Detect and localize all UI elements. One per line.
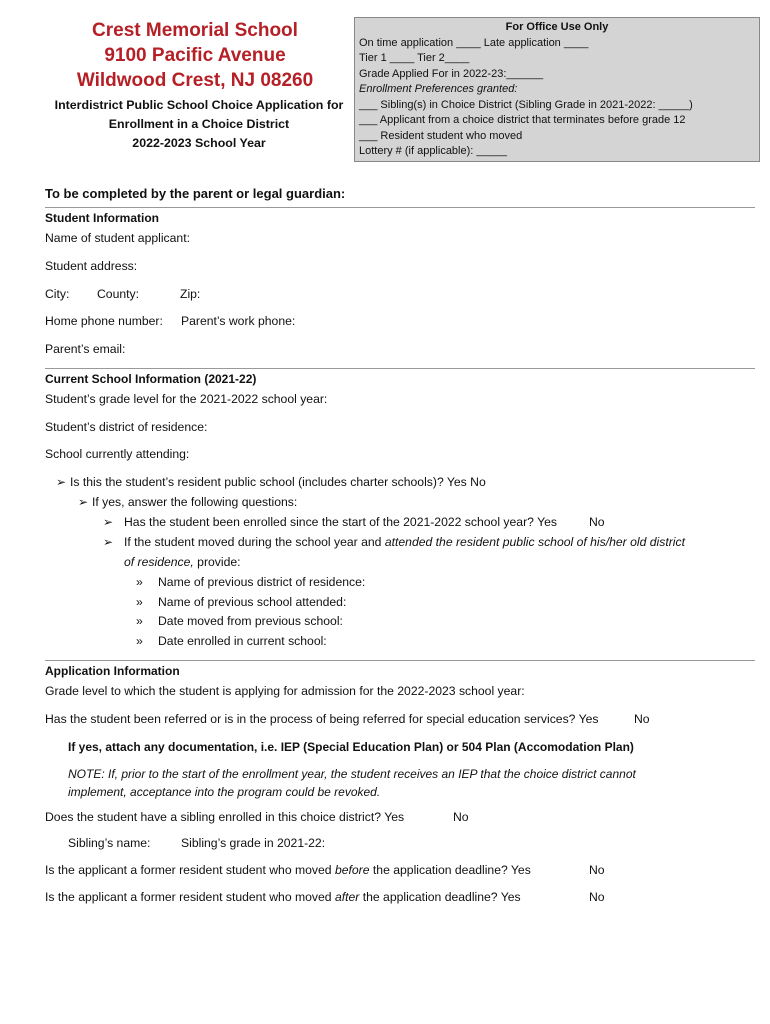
title-line-3: 2022-2023 School Year [132, 136, 266, 150]
office-line-2: Tier 1 ____ Tier 2____ [359, 52, 470, 64]
attach-documentation: If yes, attach any documentation, i.e. IEP (Special Education Plan) or 504 Plan (Accomodation Plan) [68, 740, 634, 754]
prev-school-label: Name of previous school attended: [158, 595, 347, 609]
moved-text-c: of residence, [124, 555, 194, 569]
prev-school-field[interactable] [136, 595, 346, 609]
office-line-7: ___ Resident student who moved [359, 129, 523, 142]
arrow-icon: » [136, 634, 143, 648]
arrow-bullet-icon: ➢ [78, 495, 89, 509]
parent-email-field[interactable]: Parent’s email: [45, 342, 126, 356]
county-field[interactable]: County: [97, 287, 140, 301]
date-moved-field[interactable] [136, 614, 343, 628]
former-before-question [45, 863, 531, 877]
intro-text: To be completed by the parent or legal guardian: [45, 186, 346, 201]
arrow-icon: » [136, 614, 143, 628]
date-enrolled-label: Date enrolled in current school: [158, 634, 327, 648]
enrolled-since-no: No [589, 515, 605, 529]
arrow-icon: » [136, 595, 143, 609]
city-field[interactable]: City: [45, 287, 70, 301]
date-enrolled-field[interactable] [136, 634, 327, 648]
date-moved-label: Date moved from previous school: [158, 614, 343, 628]
student-address-field[interactable]: Student address: [45, 259, 138, 273]
divider [45, 368, 755, 369]
school-attending-field[interactable]: School currently attending: [45, 447, 190, 461]
zip-field[interactable]: Zip: [180, 287, 201, 301]
if-yes-text: If yes, answer the following questions: [92, 495, 298, 509]
school-city: Wildwood Crest, NJ 08260 [76, 70, 314, 91]
resident-school-question [56, 475, 486, 489]
prev-district-field[interactable] [136, 575, 365, 589]
moved-text-d: provide: [193, 555, 241, 569]
application-title [40, 96, 358, 153]
grade-applying-field[interactable]: Grade level to which the student is applying for admission for the 2022-2023 school year: [45, 684, 525, 698]
current-school-heading: Current School Information (2021-22) [45, 372, 257, 386]
office-line-3: Grade Applied For in 2022-23:______ [359, 67, 544, 80]
work-phone-field[interactable]: Parent’s work phone: [181, 314, 296, 328]
office-heading: For Office Use Only [505, 21, 609, 33]
office-use-box [354, 17, 760, 162]
former-after-a: Is the applicant a former resident student who moved [45, 890, 335, 904]
if-yes-line [78, 495, 297, 509]
title-line-1: Interdistrict Public School Choice Application for [54, 98, 344, 112]
sibling-name-field[interactable]: Sibling’s name: [68, 836, 151, 850]
office-line-1: On time application ____ Late application ____ [359, 36, 589, 49]
moved-text-a: If the student moved during the school year and [124, 535, 385, 549]
former-before-a: Is the applicant a former resident student who moved [45, 863, 335, 877]
prev-district-label: Name of previous district of residence: [158, 575, 366, 589]
arrow-icon: » [136, 575, 143, 589]
former-before-b: before [334, 863, 370, 877]
special-ed-no: No [634, 712, 650, 726]
note-line-2: implement, acceptance into the program could be revoked. [68, 785, 381, 799]
resident-school-text: Is this the student’s resident public school (includes charter schools)? Yes No [70, 475, 486, 489]
former-before-c: the application deadline? Yes [369, 863, 531, 877]
arrow-bullet-icon: ➢ [103, 535, 114, 549]
title-line-2: Enrollment in a Choice District [108, 117, 290, 131]
office-line-8: Lottery # (if applicable): _____ [359, 145, 507, 157]
student-name-field[interactable]: Name of student applicant: [45, 231, 190, 245]
former-after-no: No [589, 890, 605, 904]
arrow-bullet-icon: ➢ [103, 515, 114, 529]
enrolled-since-question [103, 515, 557, 529]
application-info-heading: Application Information [45, 664, 180, 678]
office-line-6: ___ Applicant from a choice district that terminates before grade 12 [359, 114, 686, 126]
current-grade-field[interactable]: Student’s grade level for the 2021-2022 school year: [45, 392, 328, 406]
district-residence-field[interactable]: Student’s district of residence: [45, 420, 208, 434]
office-line-5: ___ Sibling(s) in Choice District (Sibling Grade in 2021-2022: _____) [359, 98, 693, 111]
office-line-4: Enrollment Preferences granted: [359, 83, 518, 95]
former-after-b: after [334, 890, 360, 904]
school-name: Crest Memorial School [92, 20, 298, 41]
school-address: 9100 Pacific Avenue [104, 45, 286, 66]
divider [45, 660, 755, 661]
moved-text-b: attended the resident public school of his/her old district [384, 535, 685, 549]
student-info-heading: Student Information [45, 211, 159, 225]
arrow-bullet-icon: ➢ [56, 475, 67, 489]
moved-question [103, 535, 685, 549]
sibling-question: Does the student have a sibling enrolled in this choice district? Yes [45, 810, 405, 824]
former-after-question [45, 890, 521, 904]
special-ed-question: Has the student been referred or is in the process of being referred for special education services? Yes [45, 712, 599, 726]
divider [45, 207, 755, 208]
sibling-grade-field[interactable]: Sibling’s grade in 2021-22: [181, 836, 326, 850]
home-phone-field[interactable]: Home phone number: [45, 314, 163, 328]
former-after-c: the application deadline? Yes [359, 890, 521, 904]
note-line-1: NOTE: If, prior to the start of the enrollment year, the student receives an IEP that the choice district cannot [68, 767, 636, 781]
moved-question-cont [124, 555, 241, 569]
sibling-no: No [453, 810, 469, 824]
enrolled-since-text: Has the student been enrolled since the start of the 2021-2022 school year? Yes [124, 515, 557, 529]
former-before-no: No [589, 863, 605, 877]
